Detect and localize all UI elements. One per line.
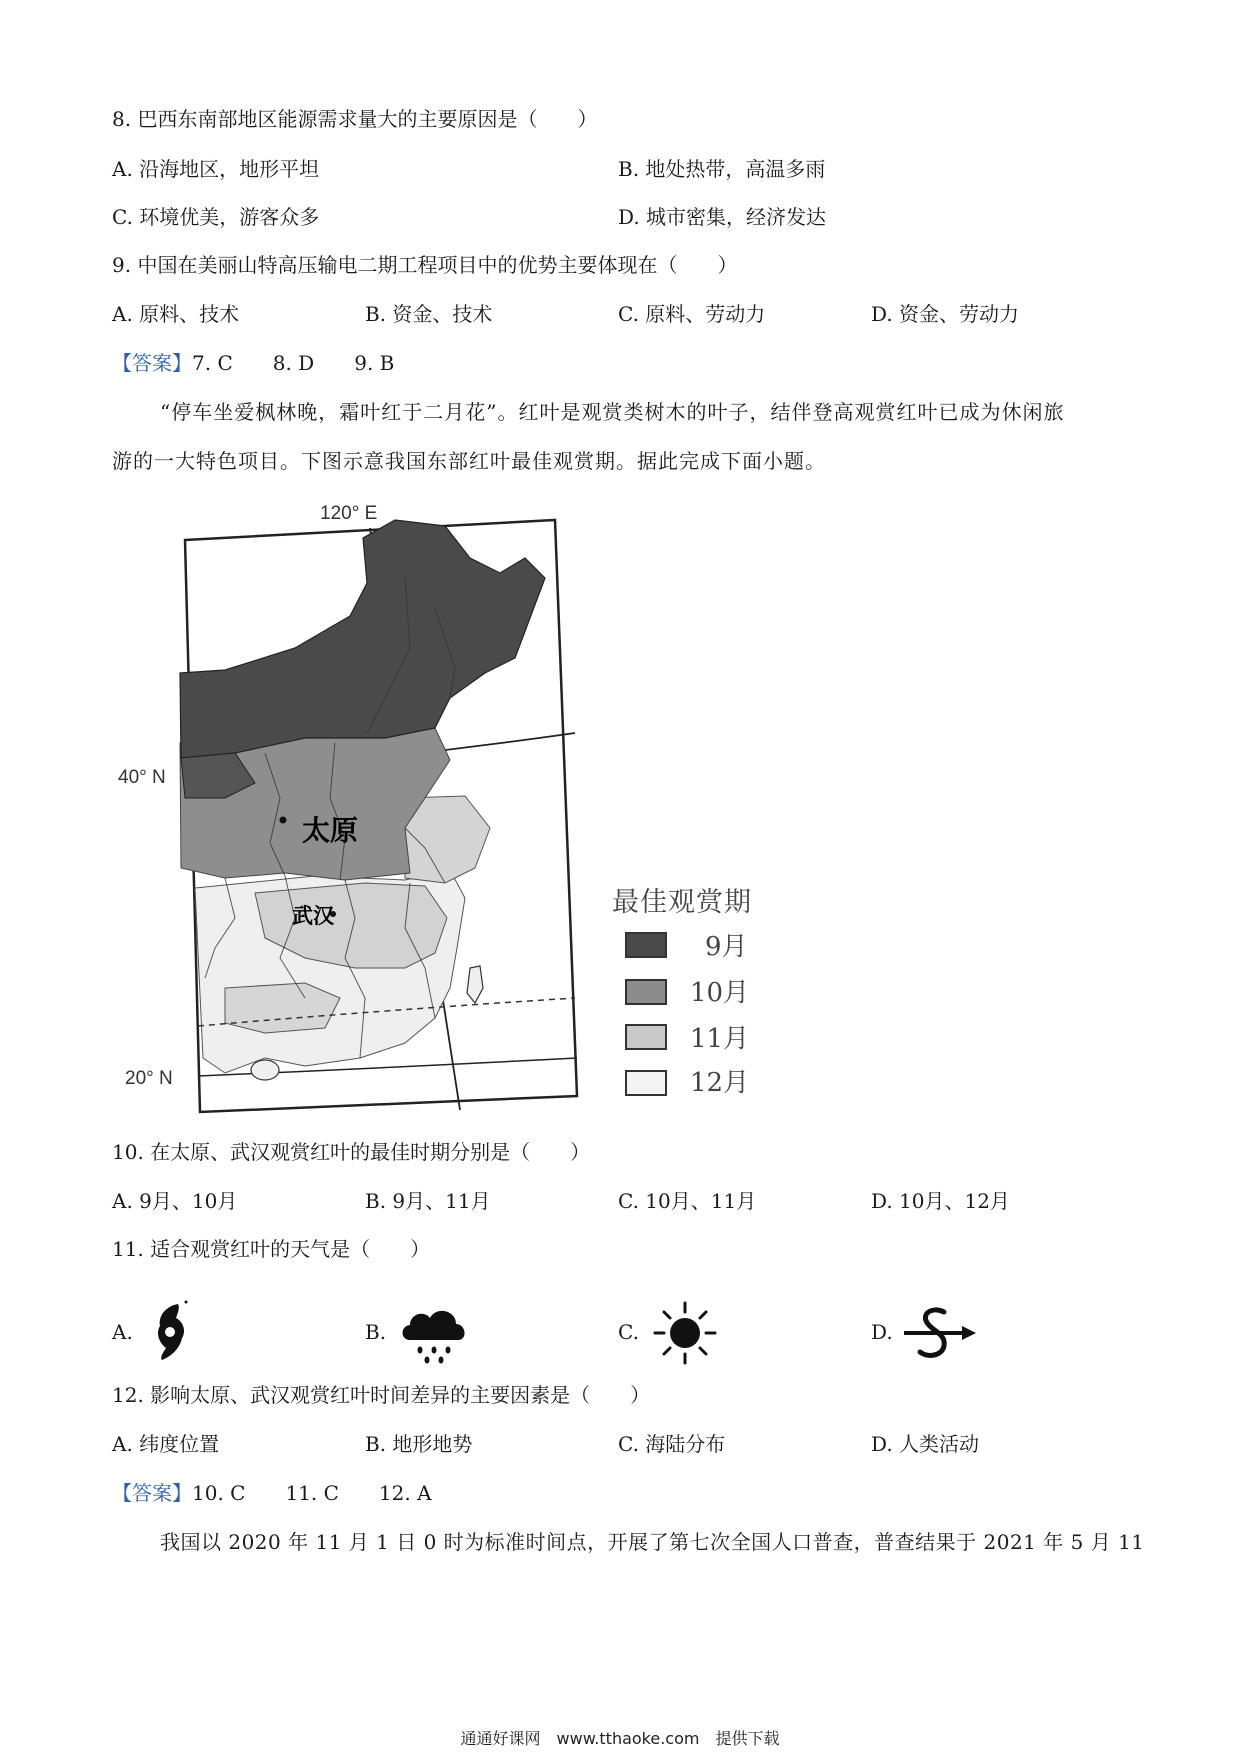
meridian-label: 120° E (320, 503, 378, 524)
wind-icon (900, 1300, 980, 1366)
lat-20-label: 20° N (125, 1068, 173, 1089)
sun-icon (652, 1300, 718, 1366)
question-8-option-d: D. 城市密集，经济发达 (618, 205, 827, 229)
region-november-southwest (225, 983, 340, 1033)
question-9-option-b: B. 资金、技术 (365, 302, 493, 326)
legend-swatch-dec (625, 1070, 667, 1096)
answer-tag: 【答案】 (112, 351, 192, 375)
question-10-option-a: A. 9月、10月 (112, 1189, 238, 1213)
question-10-option-d: D. 10月、12月 (871, 1189, 1010, 1213)
question-11-letter-c: C. (618, 1320, 639, 1344)
hainan-island (251, 1060, 279, 1080)
answer-text: 7. C 8. D 9. B (192, 351, 395, 375)
question-10-option-b: B. 9月、11月 (365, 1189, 491, 1213)
next-paragraph: 我国以 2020 年 11 月 1 日 0 时为标准时间点，开展了第七次全国人口普查，普查结果于 2021 年 5 月 11 (160, 1530, 1145, 1554)
answer-line-1 (112, 351, 394, 375)
question-12-stem: 12. 影响太原、武汉观赏红叶时间差异的主要因素是（ ） (112, 1383, 651, 1407)
legend-label-nov: 11月 (690, 1024, 750, 1054)
legend-swatch-sep (625, 932, 667, 958)
question-9-option-c: C. 原料、劳动力 (618, 302, 766, 326)
question-11-stem: 11. 适合观赏红叶的天气是（ ） (112, 1237, 431, 1261)
legend-title: 最佳观赏期 (612, 887, 752, 918)
answer-line-2 (112, 1481, 432, 1505)
legend-swatch-oct (625, 979, 667, 1005)
red-leaf-viewing-map (105, 498, 595, 1118)
answer-tag: 【答案】 (112, 1481, 192, 1505)
question-9-option-a: A. 原料、技术 (112, 302, 240, 326)
question-11-letter-b: B. (365, 1320, 387, 1344)
legend-label-sep: 9月 (705, 932, 748, 962)
question-8-option-a: A. 沿海地区，地形平坦 (112, 157, 320, 181)
legend-swatch-nov (625, 1024, 667, 1050)
question-12-option-a: A. 纬度位置 (112, 1432, 220, 1456)
intro-line-1: “停车坐爱枫林晚，霜叶红于二月花”。红叶是观赏类树木的叶子，结伴登高观赏红叶已成为休闲旅 (160, 400, 1065, 424)
taiyuan-marker (280, 817, 287, 824)
legend-label-dec: 12月 (690, 1068, 750, 1098)
answer-text: 10. C 11. C 12. A (192, 1481, 432, 1505)
page-footer: 通通好课网 www.tthaoke.com 提供下载 (460, 1729, 780, 1748)
question-8-option-c: C. 环境优美，游客众多 (112, 205, 320, 229)
question-12-option-d: D. 人类活动 (871, 1432, 980, 1456)
question-12-option-c: C. 海陆分布 (618, 1432, 726, 1456)
intro-line-2: 游的一大特色项目。下图示意我国东部红叶最佳观赏期。据此完成下面小题。 (112, 449, 826, 473)
question-10-option-c: C. 10月、11月 (618, 1189, 757, 1213)
typhoon-icon (148, 1298, 192, 1364)
lat-40-label: 40° N (118, 767, 166, 788)
question-10-stem: 10. 在太原、武汉观赏红叶的最佳时期分别是（ ） (112, 1140, 591, 1164)
city-label-wuhan: 武汉 (292, 903, 334, 928)
question-9-stem: 9. 中国在美丽山特高压输电二期工程项目中的优势主要体现在（ ） (112, 253, 738, 277)
question-11-letter-d: D. (871, 1320, 893, 1344)
question-8-option-b: B. 地处热带，高温多雨 (618, 157, 826, 181)
question-8-stem: 8. 巴西东南部地区能源需求量大的主要原因是（ ） (112, 107, 598, 131)
question-12-option-b: B. 地形地势 (365, 1432, 473, 1456)
city-label-taiyuan: 太原 (302, 814, 359, 847)
question-11-letter-a: A. (112, 1320, 133, 1344)
legend-label-oct: 10月 (690, 978, 750, 1008)
rain-cloud-icon (398, 1300, 470, 1364)
question-9-option-d: D. 资金、劳动力 (871, 302, 1020, 326)
